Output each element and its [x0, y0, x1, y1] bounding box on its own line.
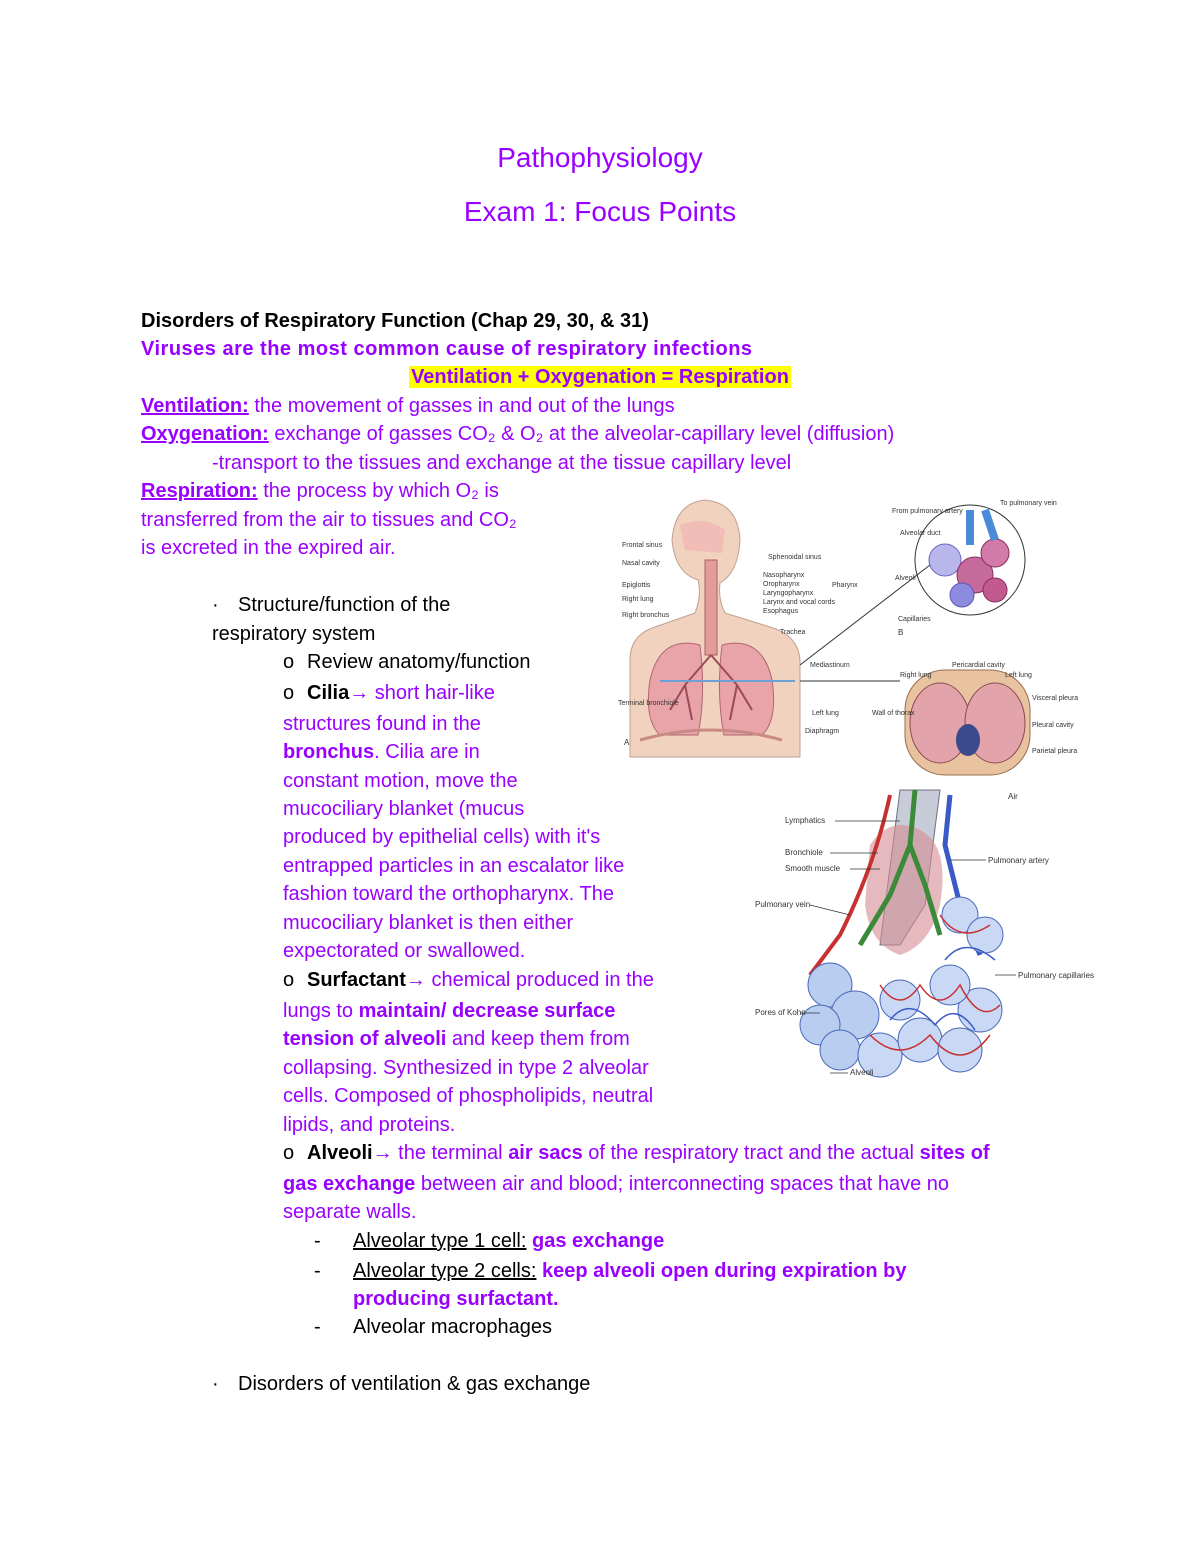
oxygenation-text: exchange of gasses CO₂ & O₂ at the alveolar-capillary level (diffusion)	[268, 423, 895, 445]
label-pericardial-cavity: Pericardial cavity	[952, 662, 1005, 669]
cilia-text-8: fashion toward the orthopharynx. The	[283, 883, 614, 905]
label-nasal-cavity: Nasal cavity	[622, 560, 660, 567]
review-item	[283, 648, 530, 676]
cilia-arrow: →	[349, 682, 370, 704]
surfactant-text-6: lipids, and proteins.	[283, 1114, 456, 1136]
surfactant-text-3	[283, 1025, 630, 1053]
label-b: B	[898, 628, 904, 637]
page-subtitle: Exam 1: Focus Points	[463, 196, 737, 227]
cilia-text-5: mucociliary blanket (mucus	[283, 798, 525, 820]
cilia-text-2: structures found in the	[283, 713, 481, 735]
alveoli-text-1b: air sacs	[508, 1142, 583, 1164]
alveoli-text-2	[283, 1170, 949, 1198]
type1-item	[314, 1227, 664, 1255]
surfactant-text-2	[283, 997, 615, 1025]
cilia-text-7: entrapped particles in an escalator like	[283, 855, 625, 877]
surfactant-text-2a: lungs to	[283, 1000, 359, 1022]
label-bronchiole: Bronchiole	[785, 848, 823, 857]
cilia-text-3	[283, 738, 480, 766]
label-from-pulmonary-artery: From pulmonary artery	[892, 508, 963, 515]
viruses-note: Viruses are the most common cause of respiratory infections	[141, 338, 753, 360]
label-nasopharynx: Nasopharynx	[763, 572, 805, 579]
label-laryngopharynx: Laryngopharynx	[763, 590, 814, 597]
label-left-lung: Left lung	[812, 710, 839, 717]
section-heading: Disorders of Respiratory Function (Chap 29, 30, & 31)	[141, 310, 649, 332]
cilia-text-10: expectorated or swallowed.	[283, 940, 526, 962]
label-pulmonary-capillaries: Pulmonary capillaries	[1018, 971, 1095, 980]
respiration-term: Respiration:	[141, 480, 258, 502]
alveoli-text-2a: gas exchange	[283, 1173, 416, 1195]
surfactant-text-3b: and keep them from	[446, 1028, 630, 1050]
oxygenation-definition	[141, 420, 894, 448]
alveoli-text-1a: the terminal	[392, 1142, 509, 1164]
review-text: Review anatomy/function	[307, 651, 531, 673]
alveoli-text-1d: sites of	[919, 1142, 990, 1164]
alveoli-item	[283, 1139, 990, 1167]
sub-marker: o	[283, 682, 295, 704]
ventilation-term: Ventilation:	[141, 395, 249, 417]
macrophages-text: Alveolar macrophages	[353, 1316, 552, 1338]
label-a: A	[624, 738, 630, 747]
equation-line	[0, 363, 1200, 391]
label-wall-of-thorax: Wall of thorax	[872, 710, 915, 717]
label-smooth-muscle: Smooth muscle	[785, 864, 841, 873]
bullet-structure-text-2: respiratory system	[212, 623, 376, 645]
type2-label: Alveolar type 2 cells:	[353, 1260, 537, 1282]
sub-marker: o	[283, 1142, 295, 1164]
alveoli-text-1c: of the respiratory tract and the actual	[582, 1142, 920, 1164]
alveoli-detail-figure	[750, 785, 1095, 1090]
label-pleural-cavity: Pleural cavity	[1032, 722, 1074, 729]
ventilation-text: the movement of gasses in and out of the lungs	[248, 395, 675, 417]
bullet-dot: ·	[212, 1373, 219, 1395]
surfactant-arrow: →	[405, 969, 426, 991]
cilia-text-1: short hair-like	[369, 682, 495, 704]
macrophages-item	[314, 1313, 552, 1341]
respiratory-anatomy-figure	[600, 495, 1079, 785]
label-diaphragm: Diaphragm	[805, 728, 840, 735]
label-epiglottis: Epiglottis	[622, 582, 651, 589]
label-capillaries: Capillaries	[898, 616, 931, 623]
label-mediastinum: Mediastinum	[810, 662, 850, 669]
alveoli-text-3: separate walls.	[283, 1201, 417, 1223]
label-alveoli: Alveoli	[895, 575, 916, 582]
trachea-shape	[705, 560, 717, 655]
surfactant-item	[283, 966, 654, 994]
oxygenation-term: Oxygenation:	[141, 423, 269, 445]
surfactant-text-4: collapsing. Synthesized in type 2 alveolar	[283, 1057, 649, 1079]
bullet-dot: ·	[212, 594, 219, 616]
bullet-disorders	[212, 1370, 590, 1398]
bullet-structure	[212, 591, 450, 619]
surfactant-term: Surfactant	[307, 969, 406, 991]
sub-marker: o	[283, 969, 295, 991]
dash-marker: -	[314, 1230, 321, 1252]
label-visceral-pleura: Visceral pleura	[1032, 695, 1079, 702]
label-right-lung: Right lung	[622, 596, 654, 603]
label-pharynx: Pharynx	[832, 582, 858, 589]
label-section-right-lung: Right lung	[900, 672, 932, 679]
surfactant-text-5: cells. Composed of phospholipids, neutral	[283, 1085, 654, 1107]
nasal-cavity-shape	[680, 521, 725, 553]
sub-marker: o	[283, 651, 295, 673]
surfactant-text-1: chemical produced in the	[425, 969, 654, 991]
alveoli-text-2b: between air and blood; interconnecting spaces that have no	[415, 1173, 949, 1195]
section-heart	[956, 724, 980, 756]
alveoli-arrow: →	[372, 1142, 393, 1164]
label-section-left-lung: Left lung	[1005, 672, 1032, 679]
label-to-pulmonary-vein: To pulmonary vein	[1000, 500, 1057, 507]
dash-marker: -	[314, 1260, 321, 1282]
type2-text: keep alveoli open during expiration by	[536, 1260, 907, 1282]
type2-item	[314, 1257, 907, 1285]
label-esophagus: Esophagus	[763, 608, 799, 615]
label-frontal-sinus: Frontal sinus	[622, 542, 663, 549]
respiration-definition	[141, 477, 499, 505]
label-pulmonary-artery: Pulmonary artery	[988, 856, 1049, 865]
label-alveoli: Alveoli	[850, 1068, 874, 1077]
label-pores-of-kohn: Pores of Kohn	[755, 1008, 806, 1017]
cilia-text-4: constant motion, move the	[283, 770, 518, 792]
dash-marker: -	[314, 1316, 321, 1338]
cilia-text-6: produced by epithelial cells) with it's	[283, 826, 601, 848]
cilia-bronchus: bronchus	[283, 741, 375, 763]
surfactant-text-2b: maintain/ decrease surface	[358, 1000, 616, 1022]
label-trachea: Trachea	[780, 629, 806, 636]
oxygenation-transport: -transport to the tissues and exchange at the tissue capillary level	[212, 452, 792, 474]
respiration-text-2: transferred from the air to tissues and CO₂	[141, 509, 517, 531]
ventilation-definition	[141, 392, 675, 420]
label-larynx: Larynx and vocal cords	[763, 599, 835, 606]
label-oropharynx: Oropharynx	[763, 581, 800, 588]
alveoli-term: Alveoli	[307, 1142, 373, 1164]
respiration-text-3: is excreted in the expired air.	[141, 537, 396, 559]
label-right-bronchus: Right bronchus	[622, 612, 670, 619]
cilia-item	[283, 679, 495, 707]
label-parietal-pleura: Parietal pleura	[1032, 748, 1078, 755]
equation-highlight: Ventilation + Oxygenation = Respiration	[411, 366, 789, 388]
cilia-term: Cilia	[307, 682, 350, 704]
label-sphenoidal-sinus: Sphenoidal sinus	[768, 554, 822, 561]
label-lymphatics: Lymphatics	[785, 816, 826, 825]
label-terminal-bronchiole: Terminal bronchiole	[618, 700, 679, 707]
label-alveolar-duct: Alveolar duct	[900, 530, 941, 537]
type2-text-2: producing surfactant.	[353, 1288, 559, 1310]
cilia-text-3b: . Cilia are in	[374, 741, 480, 763]
bullet-structure-text: Structure/function of the	[238, 594, 451, 616]
cilia-text-9: mucociliary blanket is then either	[283, 912, 574, 934]
type1-text: gas exchange	[526, 1230, 665, 1252]
bullet-disorders-text: Disorders of ventilation & gas exchange	[238, 1373, 591, 1395]
surfactant-text-3a: tension of alveoli	[283, 1028, 447, 1050]
label-air: Air	[1008, 792, 1018, 801]
label-pulmonary-vein: Pulmonary vein	[755, 900, 811, 909]
page-title: Pathophysiology	[497, 142, 703, 173]
type1-label: Alveolar type 1 cell:	[353, 1230, 527, 1252]
respiration-text-1: the process by which O₂ is	[257, 480, 499, 502]
